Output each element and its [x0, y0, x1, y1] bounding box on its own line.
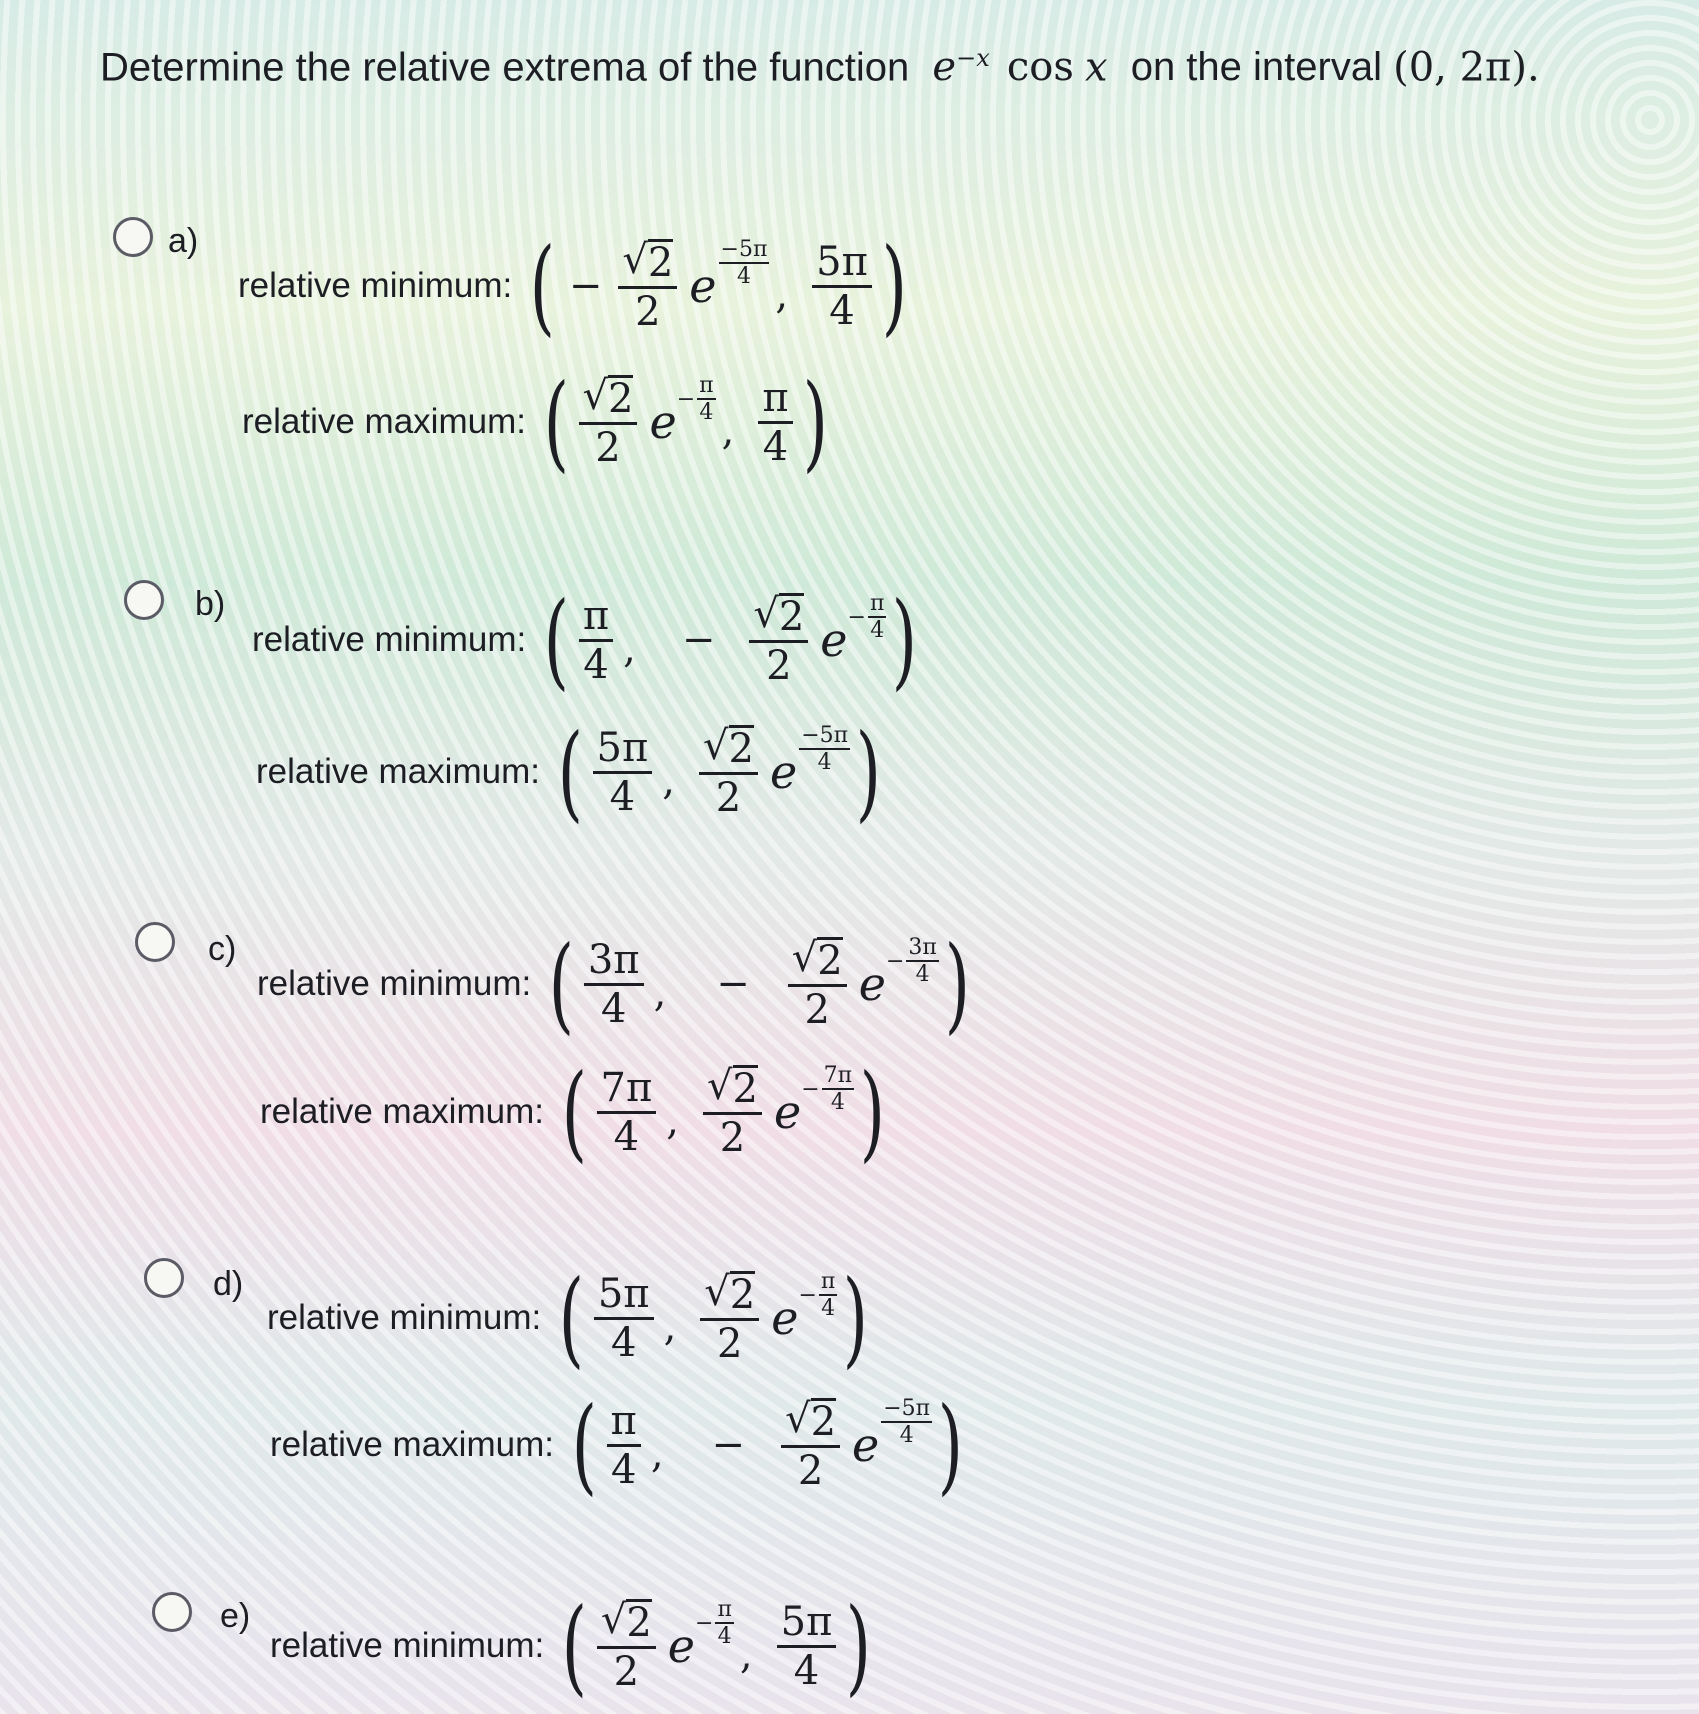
e-symbol: e	[689, 259, 717, 313]
e-symbol: e	[820, 613, 848, 667]
relative-maximum-row	[256, 712, 885, 832]
relative-minimum-label: relative minimum:	[257, 964, 532, 1003]
left-paren: (	[548, 923, 575, 1045]
relative-minimum-label: relative minimum:	[270, 1626, 545, 1665]
relative-maximum-row	[260, 1052, 889, 1172]
function-base: e	[932, 44, 957, 91]
radio-button-e[interactable]	[152, 1592, 192, 1632]
fraction: √ 2 2	[579, 375, 638, 469]
left-paren: (	[558, 1257, 585, 1379]
minus-sign: −	[716, 961, 750, 1007]
relative-maximum-row	[242, 362, 831, 482]
point-expression	[558, 1051, 889, 1173]
left-paren: (	[571, 1384, 597, 1506]
right-paren: )	[855, 711, 881, 833]
radio-button-d[interactable]	[144, 1258, 184, 1298]
left-paren: (	[529, 225, 556, 347]
relative-minimum-row	[252, 580, 921, 700]
radio-button-b[interactable]	[124, 580, 164, 620]
point-expression	[568, 1384, 967, 1506]
relative-minimum-row	[267, 1258, 872, 1378]
fraction: √ 2 2	[788, 937, 847, 1031]
left-paren: (	[561, 1585, 588, 1707]
question-prefix: Determine the relative extrema of the function	[100, 45, 910, 90]
sqrt-icon: √	[704, 1269, 730, 1315]
option-letter: b)	[195, 585, 226, 623]
exponent: − $\frac{\pi}{4}$	[676, 373, 714, 426]
option-letter: a)	[168, 222, 199, 260]
fraction: √ 2 2	[699, 725, 758, 819]
relative-minimum-label: relative minimum:	[267, 1298, 542, 1337]
exponent: − $\frac{\pi}{4}$	[695, 1597, 732, 1650]
minus-sign: −	[711, 1422, 746, 1468]
exponent: − $\frac{\pi}{4}$	[798, 1269, 836, 1322]
relative-minimum-row	[238, 226, 910, 346]
relative-minimum-label: relative minimum:	[238, 266, 513, 305]
e-symbol: e	[649, 395, 677, 449]
exponent: $\frac{-5\pi}{4}$	[883, 1396, 931, 1449]
fraction: $\frac{7\pi}{4}$	[597, 1067, 657, 1158]
radio-button-a[interactable]	[113, 217, 153, 257]
comma: ,	[775, 272, 789, 318]
sqrt-icon: √	[791, 935, 818, 981]
question-middle: on the interval	[1130, 45, 1382, 90]
option-letter: c)	[208, 930, 237, 968]
exponent: − $\frac{3\pi}{4}$	[885, 935, 937, 988]
exponent: $\frac{-5\pi}{4}$	[801, 723, 849, 776]
question-text	[100, 44, 1540, 90]
minus-sign: −	[681, 617, 716, 663]
point-expression	[555, 1257, 872, 1379]
e-symbol: e	[667, 1619, 695, 1673]
point-expression	[540, 361, 831, 483]
relative-minimum-label: relative minimum:	[252, 620, 527, 659]
sqrt-icon: √	[622, 237, 648, 283]
right-paren: )	[937, 1384, 964, 1506]
right-paren: )	[802, 361, 828, 483]
sqrt-icon: √	[703, 723, 729, 769]
fraction: $\frac{3\pi}{4}$	[584, 939, 644, 1030]
radio-button-c[interactable]	[135, 922, 175, 962]
function-cos: cos	[1006, 44, 1074, 91]
fraction: √ 2 2	[703, 1065, 762, 1159]
left-paren: (	[561, 1051, 587, 1173]
fraction: √ 2 2	[781, 1398, 840, 1492]
right-paren: )	[944, 923, 970, 1045]
point-expression	[558, 1585, 875, 1707]
point-expression	[526, 225, 910, 347]
option-letter: e)	[220, 1597, 251, 1635]
relative-maximum-label: relative maximum:	[270, 1425, 554, 1464]
left-paren: (	[543, 579, 570, 701]
comma: ,	[663, 1304, 677, 1350]
comma: ,	[666, 1098, 679, 1144]
fraction: $\frac{5\pi}{4}$	[812, 241, 872, 332]
fraction: $\frac{\pi}{4}$	[758, 377, 792, 468]
fraction: $\frac{5\pi}{4}$	[777, 1601, 837, 1692]
exponent: − $\frac{7\pi}{4}$	[801, 1063, 853, 1116]
left-paren: (	[557, 711, 583, 833]
function-var: x	[1085, 44, 1108, 91]
fraction: √ 2 2	[749, 593, 808, 687]
comma: ,	[721, 408, 735, 454]
comma: ,	[662, 758, 675, 804]
right-paren: )	[846, 1585, 872, 1707]
function-exponent: −x	[956, 44, 990, 72]
option-letter: d)	[213, 1265, 244, 1303]
point-expression	[540, 579, 921, 701]
e-symbol: e	[769, 745, 798, 799]
fraction: $\frac{5\pi}{4}$	[594, 1273, 654, 1364]
comma: ,	[623, 626, 636, 672]
point-expression	[545, 923, 973, 1045]
right-paren: )	[859, 1051, 885, 1173]
point-expression	[554, 711, 885, 833]
minus-sign: −	[568, 263, 603, 309]
sqrt-icon: √	[582, 373, 609, 419]
relative-minimum-row	[257, 924, 973, 1044]
comma: ,	[739, 1632, 753, 1678]
relative-maximum-label: relative maximum:	[242, 402, 526, 441]
sqrt-icon: √	[707, 1063, 733, 1109]
right-paren: )	[881, 225, 907, 347]
fraction: √ 2 2	[597, 1599, 656, 1693]
right-paren: )	[892, 579, 918, 701]
right-paren: )	[843, 1257, 869, 1379]
exponent: − $\frac{\pi}{4}$	[847, 591, 885, 644]
fraction: $\frac{5\pi}{4}$	[593, 727, 653, 818]
relative-maximum-label: relative maximum:	[260, 1092, 544, 1131]
left-paren: (	[543, 361, 569, 483]
fraction: √ 2 2	[700, 1271, 759, 1365]
exponent: $\frac{-5\pi}{4}$	[720, 237, 768, 290]
sqrt-icon: √	[600, 1597, 627, 1643]
sqrt-icon: √	[785, 1396, 811, 1442]
e-symbol: e	[858, 957, 886, 1011]
e-symbol: e	[771, 1291, 799, 1345]
fraction: $\frac{\pi}{4}$	[579, 595, 613, 686]
sqrt-icon: √	[753, 591, 779, 637]
relative-maximum-row	[270, 1385, 967, 1505]
question-interval: (0, 2π).	[1393, 44, 1540, 91]
comma: ,	[653, 970, 667, 1016]
e-symbol: e	[852, 1418, 880, 1472]
fraction: $\frac{\pi}{4}$	[607, 1400, 641, 1491]
e-symbol: e	[773, 1085, 802, 1139]
relative-maximum-label: relative maximum:	[256, 752, 540, 791]
fraction: √ 2 2	[618, 239, 677, 333]
relative-minimum-row	[270, 1586, 875, 1706]
comma: ,	[650, 1431, 664, 1477]
